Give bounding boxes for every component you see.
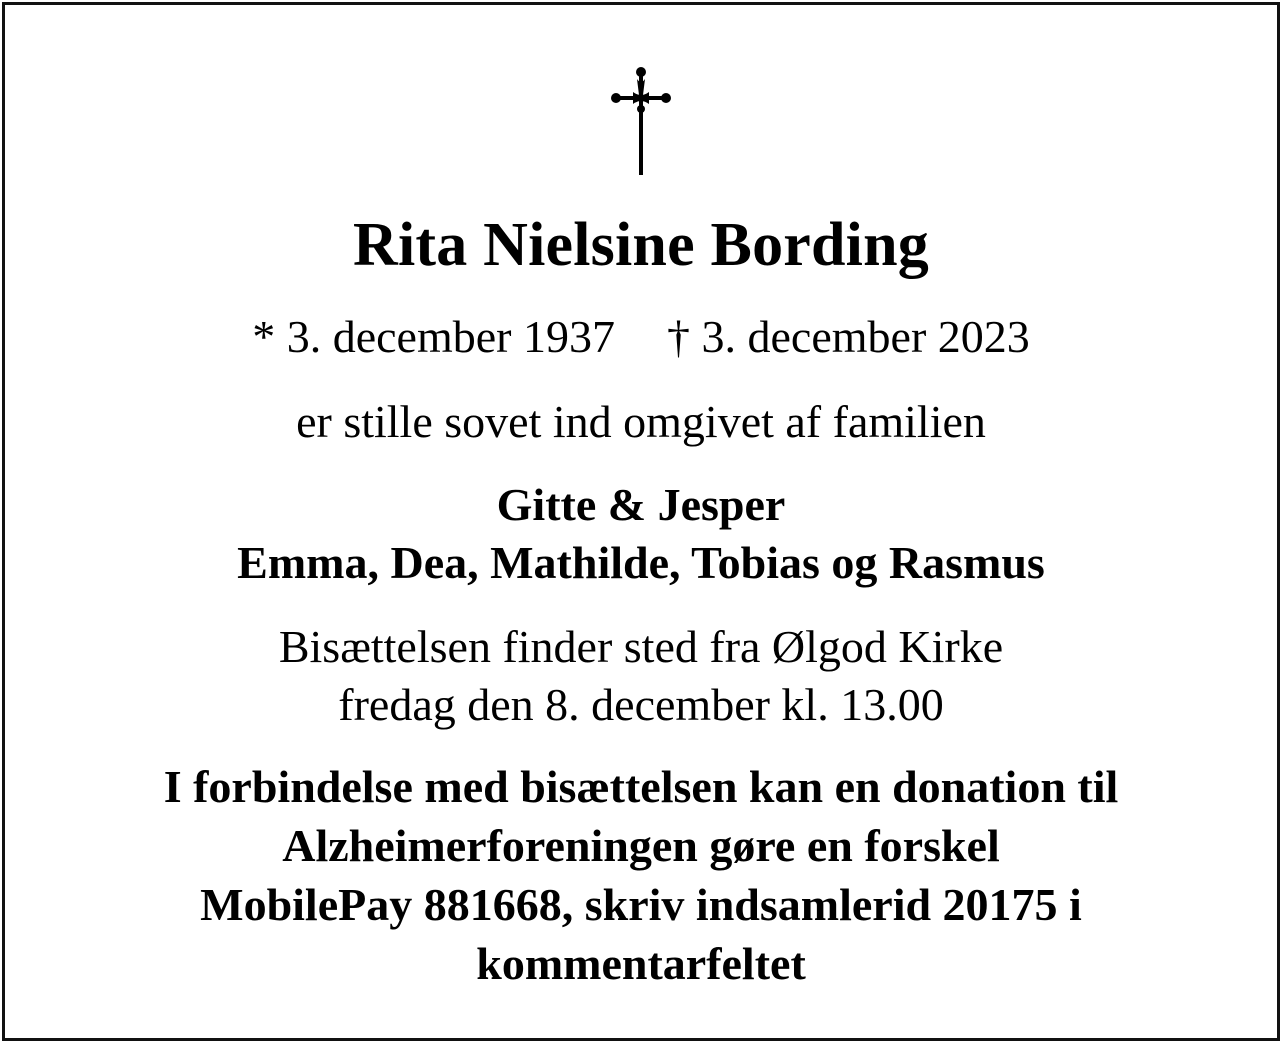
deceased-name: Rita Nielsine Bording [352, 211, 929, 279]
life-dates [5, 309, 1277, 365]
funeral-info-line: fredag den 8. december kl. 13.00 [338, 679, 944, 730]
obituary-frame [2, 2, 1280, 1041]
donation-line: I forbindelse med bisættelsen kan en donation til [163, 761, 1119, 812]
funeral-info-line: Bisættelsen finder sted fra Ølgod Kirke [278, 621, 1004, 672]
donation-line: Alzheimerforeningen gøre en forskel [282, 820, 1000, 871]
donation-text [5, 757, 1277, 993]
death-date: † 3. december 2023 [667, 311, 1030, 362]
birth-date: * 3. december 1937 [252, 311, 615, 362]
cross-icon [5, 65, 1277, 177]
family-line: Gitte & Jesper [496, 479, 786, 530]
obituary-notice [5, 5, 1277, 1038]
donation-line: kommentarfeltet [476, 938, 806, 989]
family-line: Emma, Dea, Mathilde, Tobias og Rasmus [237, 537, 1045, 588]
intro-text: er stille sovet ind omgivet af familien [296, 396, 986, 447]
donation-line: MobilePay 881668, skriv indsamlerid 20175 i [200, 879, 1082, 930]
